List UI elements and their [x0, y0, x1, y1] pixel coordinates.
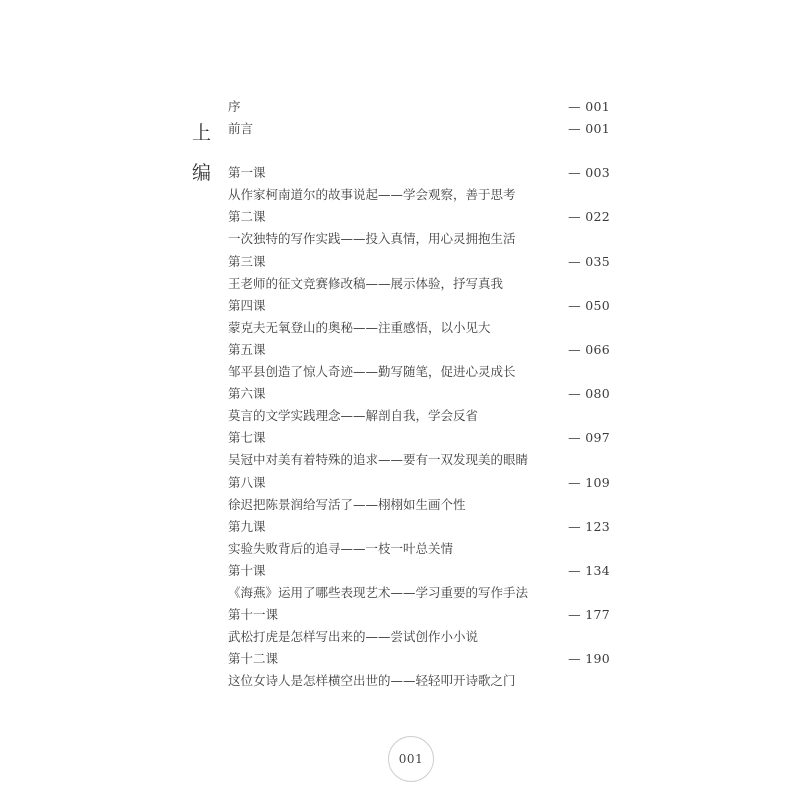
table-of-contents: [228, 96, 610, 692]
toc-lesson-2[interactable]: [228, 206, 610, 228]
toc-lesson-6[interactable]: [228, 383, 610, 405]
toc-lesson-subtitle: 实验失败背后的追寻——一枝一叶总关情: [228, 540, 454, 556]
toc-lesson-page: — 022: [568, 209, 610, 225]
toc-lesson-10[interactable]: [228, 560, 610, 582]
page-number-circle: [388, 736, 434, 782]
toc-lesson-subtitle-row[interactable]: [228, 626, 610, 648]
toc-lesson-subtitle-row[interactable]: [228, 449, 610, 471]
toc-lesson-12[interactable]: [228, 648, 610, 670]
toc-lesson-4[interactable]: [228, 295, 610, 317]
toc-lesson-page: — 190: [568, 651, 610, 667]
toc-lesson-subtitle: 徐迟把陈景润给写活了——栩栩如生画个性: [228, 496, 466, 512]
toc-lesson-subtitle-row[interactable]: [228, 361, 610, 383]
toc-lesson-subtitle-row[interactable]: [228, 184, 610, 206]
toc-lesson-subtitle: 王老师的征文竞赛修改稿——展示体验，抒写真我: [228, 275, 504, 291]
toc-lesson-subtitle: 蒙克夫无氧登山的奥秘——注重感悟，以小见大: [228, 319, 491, 335]
toc-lesson-5[interactable]: [228, 339, 610, 361]
toc-lesson-subtitle: 吴冠中对美有着特殊的追求——要有一双发现美的眼睛: [228, 452, 529, 468]
toc-lesson-page: — 050: [568, 297, 610, 313]
section-label-bian: 编: [192, 162, 212, 184]
toc-lesson-subtitle: 一次独特的写作实践——投入真情，用心灵拥抱生活: [228, 231, 516, 247]
toc-lesson-page: — 123: [568, 518, 610, 534]
toc-lesson-subtitle: 这位女诗人是怎样横空出世的——轻轻叩开诗歌之门: [228, 673, 516, 689]
toc-lesson-title: 第十课: [228, 562, 266, 578]
toc-lesson-9[interactable]: [228, 516, 610, 538]
toc-entry-title: 前言: [228, 121, 254, 137]
toc-entry-page: — 001: [568, 121, 610, 137]
toc-lesson-subtitle-row[interactable]: [228, 582, 610, 604]
toc-lesson-title: 第十一课: [228, 607, 279, 623]
toc-lesson-page: — 177: [568, 607, 610, 623]
toc-lesson-subtitle-row[interactable]: [228, 670, 610, 692]
section-label-shang: 上: [192, 122, 212, 144]
toc-lesson-7[interactable]: [228, 427, 610, 449]
toc-lesson-page: — 097: [568, 430, 610, 446]
toc-lesson-subtitle-row[interactable]: [228, 228, 610, 250]
toc-lesson-title: 第六课: [228, 386, 266, 402]
toc-lesson-title: 第三课: [228, 253, 266, 269]
toc-entry-page: — 001: [568, 99, 610, 114]
toc-lesson-title: 第九课: [228, 518, 266, 534]
toc-entry-foreword[interactable]: [228, 118, 610, 140]
toc-lesson-subtitle: 武松打虎是怎样写出来的——尝试创作小小说: [228, 629, 479, 645]
toc-lesson-title: 第七课: [228, 430, 266, 446]
toc-lesson-subtitle: 《海燕》运用了哪些表现艺术——学习重要的写作手法: [228, 584, 529, 600]
toc-lesson-11[interactable]: [228, 604, 610, 626]
toc-lesson-8[interactable]: [228, 472, 610, 494]
toc-lesson-page: — 066: [568, 341, 610, 357]
toc-entry-title: 序: [228, 99, 241, 114]
toc-lesson-subtitle-row[interactable]: [228, 405, 610, 427]
toc-lesson-title: 第一课: [228, 165, 266, 181]
toc-lesson-title: 第八课: [228, 474, 266, 490]
toc-lesson-title: 第四课: [228, 297, 266, 313]
toc-lesson-title: 第二课: [228, 209, 266, 225]
toc-entry-preface[interactable]: [228, 96, 610, 118]
toc-lesson-page: — 003: [568, 165, 610, 181]
toc-lesson-page: — 134: [568, 562, 610, 578]
toc-lesson-3[interactable]: [228, 251, 610, 273]
toc-lesson-subtitle-row[interactable]: [228, 273, 610, 295]
toc-lesson-subtitle-row[interactable]: [228, 494, 610, 516]
toc-lesson-page: — 035: [568, 253, 610, 269]
toc-lesson-subtitle-row[interactable]: [228, 317, 610, 339]
toc-lesson-title: 第五课: [228, 341, 266, 357]
toc-lesson-subtitle: 邹平县创造了惊人奇迹——勤写随笔，促进心灵成长: [228, 364, 516, 380]
toc-lesson-page: — 080: [568, 386, 610, 402]
toc-lesson-title: 第十二课: [228, 651, 279, 667]
toc-lesson-page: — 109: [568, 474, 610, 490]
toc-lesson-subtitle: 莫言的文学实践理念——解剖自我，学会反省: [228, 408, 479, 424]
toc-lesson-1[interactable]: [228, 162, 610, 184]
toc-lesson-subtitle: 从作家柯南道尔的故事说起——学会观察，善于思考: [228, 187, 516, 203]
toc-lesson-subtitle-row[interactable]: [228, 538, 610, 560]
spacer: [228, 140, 610, 162]
page-number: 001: [398, 752, 424, 766]
lesson-list: [228, 162, 610, 692]
